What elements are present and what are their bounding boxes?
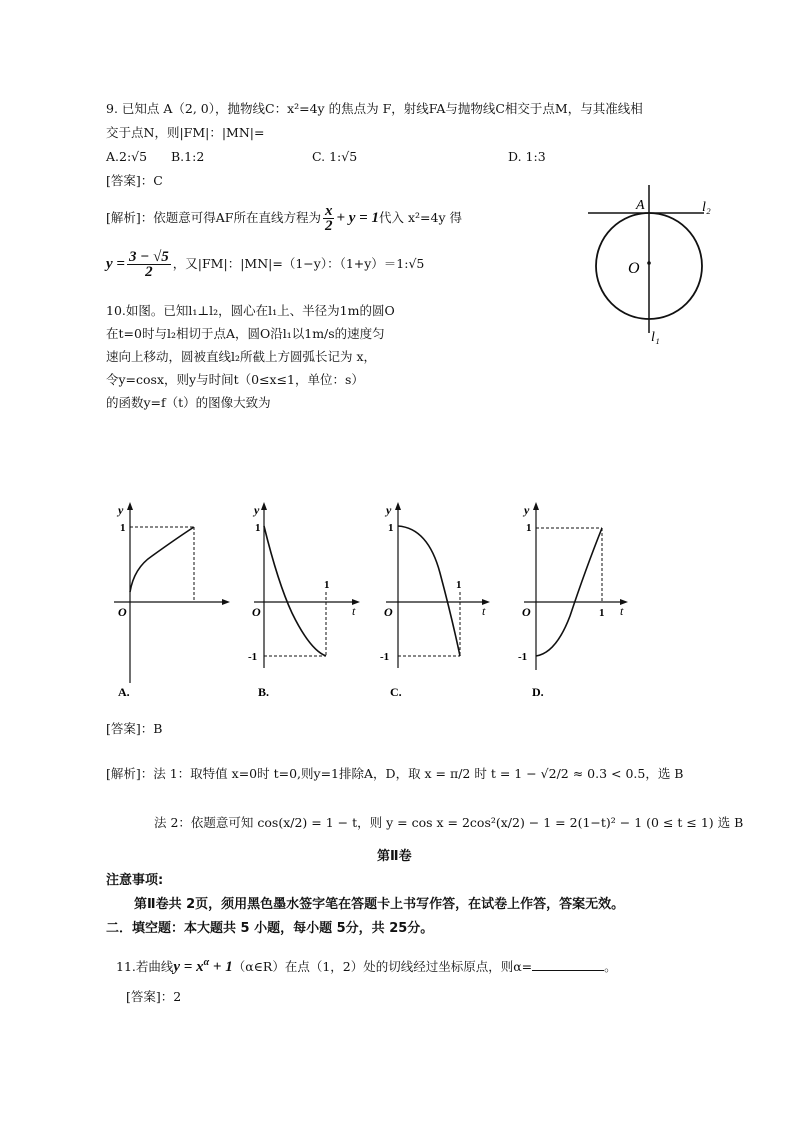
q11-suffix: 。: [604, 959, 617, 974]
label-o: O: [628, 260, 640, 277]
graph-b-y-label: y: [254, 503, 260, 517]
section-title: 二．填空题：本大题共 5 小题，每小题 5分，共 25分。: [106, 921, 434, 936]
circle-figure: [580, 185, 730, 345]
graph-a-label: A.: [118, 685, 130, 699]
q10-line2: 在t=0时与l₂相切于点A，圆O沿l₁以1m/s的速度匀: [106, 326, 385, 341]
graph-c-label: C.: [390, 685, 402, 699]
q10-answer: [答案]：B: [106, 721, 163, 736]
notice-title: 注意事项:: [106, 873, 164, 888]
label-l1: l₁: [651, 330, 660, 345]
q9-analysis: [106, 204, 462, 233]
graph-b-neg-one-label: -1: [248, 651, 258, 663]
graph-d-t1-label: 1: [599, 607, 605, 619]
q10-line5: 的函数y=f（t）的图像大致为: [106, 395, 271, 410]
graph-c-neg-one-label: -1: [380, 651, 390, 663]
graph-d-label: D.: [532, 685, 544, 699]
graph-b: [248, 498, 373, 700]
graph-b-one-label: 1: [255, 522, 261, 534]
q11-curve: $y = x^\alpha + 1$: [173, 957, 233, 975]
graph-c-t-label: t: [482, 604, 486, 618]
graph-b-label: B.: [258, 685, 270, 699]
q9-line2: 交于点N，则|FM|：|MN|=: [106, 125, 265, 140]
q9-analysis-equation: $\frac{x}{2}$ + y = 1: [324, 203, 379, 234]
graph-d-origin-label: O: [522, 605, 531, 619]
q9-option-a: A.2:√5: [106, 149, 148, 164]
q10-line1: 10.如图。已知l₁⊥l₂，圆心在l₁上、半径为1m的圆O: [106, 303, 395, 318]
q10-method1: [解析]：法 1：取特值 x=0时 t=0,则y=1排除A，D，取 x = π/2 时 t = 1 − √2/2 ≈ 0.3 < 0.5，选 B: [106, 766, 684, 781]
graph-d-y-label: y: [524, 503, 530, 517]
graph-b-t-label: t: [352, 604, 356, 618]
part2-title: 第Ⅱ卷: [377, 849, 412, 864]
q9-option-b: B.1:2: [171, 149, 205, 164]
notice-body: 第Ⅱ卷共 2页，须用黑色墨水签字笔在答题卡上书写作答，在试卷上作答，答案无效。: [134, 897, 625, 912]
graph-a-y-label: y: [118, 503, 124, 517]
q11-prefix: 11.若曲线: [116, 959, 174, 974]
q9-option-c: C. 1:√5: [312, 149, 358, 164]
q11-blank: [532, 957, 604, 971]
graph-c-one-label: 1: [388, 522, 394, 534]
q10-method2: 法 2：依题意可知 cos(x/2) = 1 − t，则 y = cos x = 2cos²(x/2) − 1 = 2(1−t)² − 1 (0 ≤ t ≤ 1) 选 B: [154, 815, 744, 830]
graph-b-t1-label: 1: [324, 579, 330, 591]
graph-d: [512, 498, 637, 700]
graph-c-y-label: y: [386, 503, 392, 517]
q9-analysis-prefix: [解析]：依题意可得AF所在直线方程为: [106, 209, 321, 225]
q9-option-d: D. 1:3: [508, 149, 546, 164]
q9-analysis-tail: ，又|FM|：|MN|=（1−y）：（1+y）＝1:√5: [172, 255, 425, 271]
label-a: A: [636, 198, 645, 213]
label-l2: l₂: [702, 200, 711, 215]
q11-line: [116, 954, 617, 976]
center-point: [647, 261, 651, 265]
graph-d-neg-one-label: -1: [518, 651, 528, 663]
graph-c-t1-label: 1: [456, 579, 462, 591]
graph-a: [112, 498, 232, 700]
q11-answer: [答案]：2: [126, 989, 182, 1004]
q10-line4: 令y=cosx，则y与时间t（0≤x≤1，单位：s）: [106, 372, 364, 387]
q10-line3: 速向上移动，圆被直线l₂所截上方圆弧长记为 x，: [106, 349, 377, 364]
q9-analysis-suffix: 代入 x²=4y 得: [378, 209, 462, 225]
q9-y-formula: y = $\frac{3 - √5}{2}$: [106, 249, 169, 280]
graph-a-origin-label: O: [118, 605, 127, 619]
graph-b-origin-label: O: [252, 605, 261, 619]
graph-d-t-label: t: [620, 604, 624, 618]
q9-line1: 9. 已知点 A（2, 0），抛物线C：x²=4y 的焦点为 F，射线FA与抛物线C相交于点M，与其准线相: [106, 101, 643, 116]
q9-answer: [答案]：C: [106, 173, 163, 188]
graph-d-one-label: 1: [526, 522, 532, 534]
graph-c: [378, 498, 503, 700]
q9-y-expression: [106, 250, 424, 279]
q11-middle: （α∈R）在点（1，2）处的切线经过坐标原点，则α=: [232, 959, 533, 974]
graph-a-one-label: 1: [120, 522, 126, 534]
graph-c-origin-label: O: [384, 605, 393, 619]
